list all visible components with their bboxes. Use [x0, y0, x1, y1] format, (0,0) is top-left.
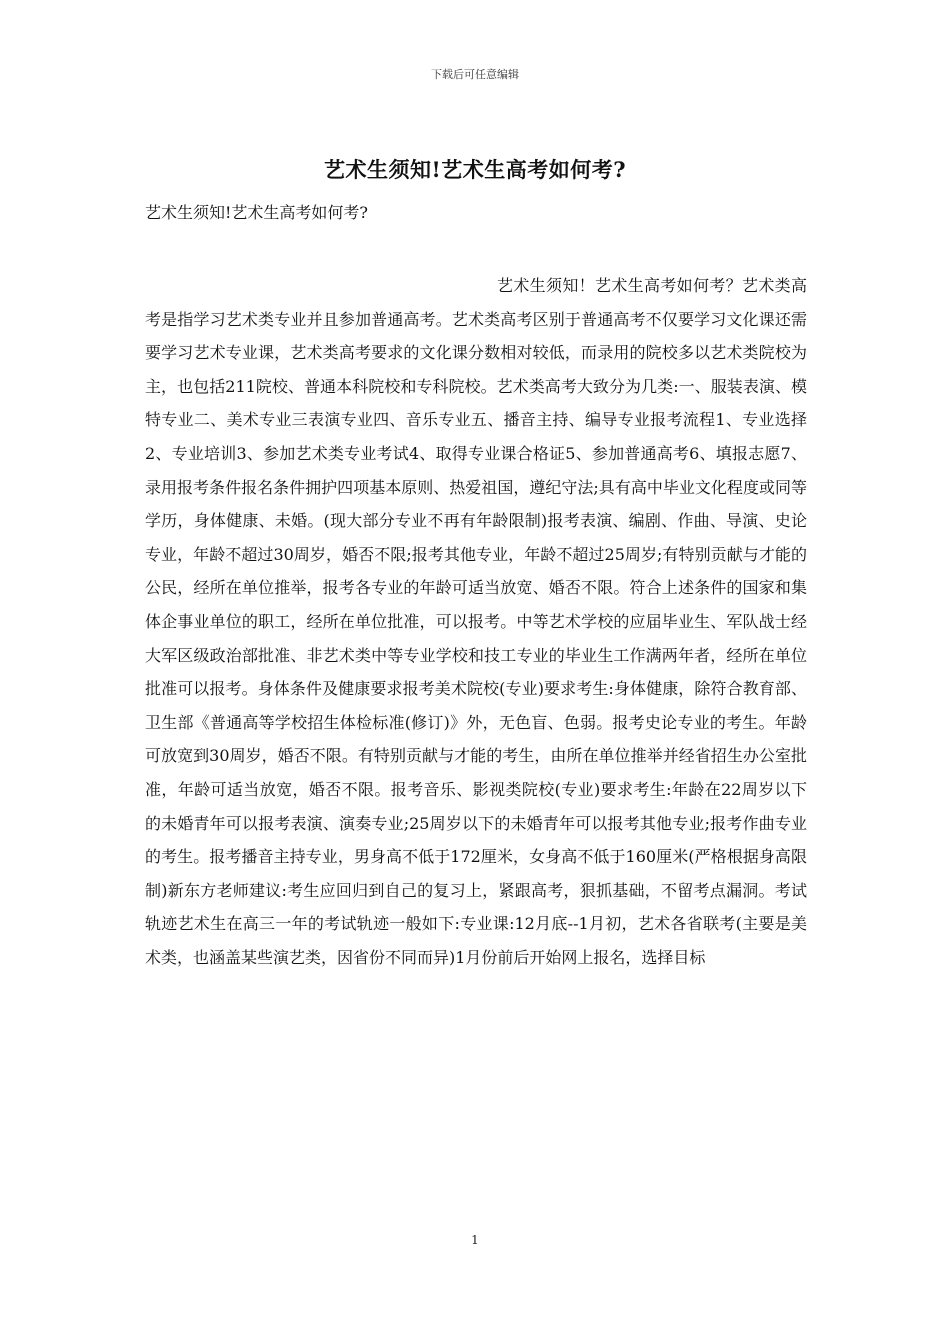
document-body: 艺术生须知！艺术生高考如何考？艺术类高考是指学习艺术类专业并且参加普通高考。艺术类高考区别于普通高考不仅要学习文化课还需要学习艺术专业课，艺术类高考要求的文化课分数相对较低，而录用的院校多以艺术类院校为主，也包括211院校、普通本科院校和专科院校。艺术类高考大致分为几类:一、服装表演、模特专业二、美术专业三表演专业四、音乐专业五、播音主持、编导专业报考流程1、专业选择2、专业培训3、参加艺术类专业考试4、取得专业课合格证5、参加普通高考6、填报志愿7、录用报考条件报名条件拥护四项基本原则、热爱祖国，遵纪守法;具有高中毕业文化程度或同等学历，身体健康、未婚。(现大部分专业不再有年龄限制)报考表演、编剧、作曲、导演、史论专业，年龄不超过30周岁，婚否不限;报考其他专业，年龄不超过25周岁;有特别贡献与才能的公民，经所在单位推举，报考各专业的年龄可适当放宽、婚否不限。符合上述条件的国家和集体企事业单位的职工，经所在单位批准，可以报考。中等艺术学校的应届毕业生、军队战士经大军区级政治部批准、非艺术类中等专业学校和技工专业的毕业生工作满两年者，经所在单位批准可以报考。身体条件及健康要求报考美术院校(专业)要求考生:身体健康，除符合教育部、卫生部《普通高等学校招生体检标准(修订)》外，无色盲、色弱。报考史论专业的考生。年龄可放宽到30周岁，婚否不限。有特别贡献与才能的考生，由所在单位推举并经省招生办公室批准，年龄可适当放宽，婚否不限。报考音乐、影视类院校(专业)要求考生:年龄在22周岁以下的未婚青年可以报考表演、演奏专业;25周岁以下的未婚青年可以报考其他专业;报考作曲专业的考生。报考播音主持专业，男身高不低于172厘米，女身高不低于160厘米(严格根据身高限制)新东方老师建议:考生应回归到自己的复习上，紧跟高考，狠抓基础，不留考点漏洞。考试轨迹艺术生在高三一年的考试轨迹一般如下:专业课:12月底--1月初，艺术各省联考(主要是美术类，也涵盖某些演艺类，因省份不同而异)1月份前后开始网上报名，选择目标 — [145, 276, 807, 967]
document-subtitle: 艺术生须知!艺术生高考如何考? — [145, 203, 369, 222]
page-number: 1 — [471, 1233, 479, 1247]
document-title: 艺术生须知!艺术生高考如何考? — [323, 157, 627, 182]
page-header-note: 下载后可任意编辑 — [431, 68, 519, 81]
